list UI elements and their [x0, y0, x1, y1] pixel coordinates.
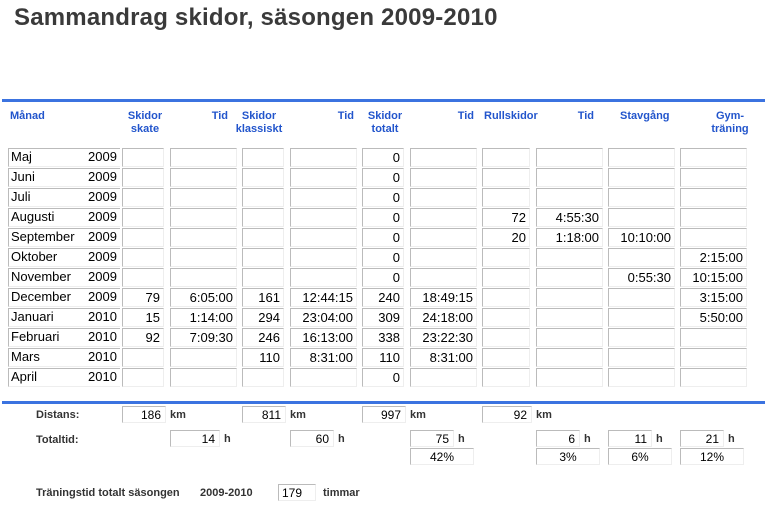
- row-cell-gym[interactable]: [680, 148, 747, 167]
- row-cell-rull-t[interactable]: [536, 148, 603, 167]
- row-cell-rull-t[interactable]: [536, 348, 603, 367]
- header-rule: [2, 99, 765, 102]
- row-cell-skate-t[interactable]: 1:14:00: [170, 308, 237, 327]
- row-cell-gym[interactable]: [680, 328, 747, 347]
- header-tid-rullskidor: Tid: [577, 110, 594, 122]
- totaltid-klassiskt-field[interactable]: 60: [290, 430, 334, 447]
- row-cell-rull-t[interactable]: 4:55:30: [536, 208, 603, 227]
- page-title: Sammandrag skidor, säsongen 2009-2010: [14, 4, 498, 31]
- row-cell-skate-t[interactable]: [170, 208, 237, 227]
- summary-rule: [2, 401, 765, 404]
- row-cell-skate-t[interactable]: [170, 368, 237, 387]
- row-cell-stav[interactable]: [608, 288, 675, 307]
- row-cell-tot-t[interactable]: [410, 168, 477, 187]
- row-cell-tot-t[interactable]: [410, 228, 477, 247]
- row-cell-gym[interactable]: [680, 208, 747, 227]
- row-cell-tot[interactable]: 338: [362, 328, 404, 347]
- row-cell-gym[interactable]: [680, 368, 747, 387]
- header-skate: Skidor skate: [127, 110, 163, 135]
- distans-label: Distans:: [36, 409, 80, 421]
- row-cell-klass-t[interactable]: [290, 148, 357, 167]
- row-cell-tot-t[interactable]: [410, 148, 477, 167]
- totaltid-skate-field[interactable]: 14: [170, 430, 220, 447]
- row-month: April: [11, 369, 38, 384]
- row-cell-tot[interactable]: 0: [362, 188, 404, 207]
- row-month: December: [11, 289, 71, 304]
- row-cell-gym[interactable]: [680, 228, 747, 247]
- row-year: 2010: [88, 369, 117, 384]
- row-cell-rull-t[interactable]: [536, 328, 603, 347]
- footer-season: 2009-2010: [200, 487, 253, 499]
- row-cell-gym[interactable]: 2:15:00: [680, 248, 747, 267]
- row-cell-tot[interactable]: 240: [362, 288, 404, 307]
- header-klassiskt: Skidor klassiskt: [235, 110, 283, 135]
- header-month: Månad: [10, 110, 45, 122]
- row-cell-klass[interactable]: [242, 188, 284, 207]
- row-cell-rull[interactable]: [482, 188, 530, 207]
- row-cell-tot[interactable]: 0: [362, 148, 404, 167]
- h-unit: h: [458, 433, 465, 445]
- row-cell-rull-t[interactable]: [536, 248, 603, 267]
- row-cell-klass-t[interactable]: 8:31:00: [290, 348, 357, 367]
- row-cell-tot[interactable]: 110: [362, 348, 404, 367]
- row-month: November: [11, 269, 71, 284]
- totaltid-label: Totaltid:: [36, 434, 79, 446]
- row-cell-klass-t[interactable]: [290, 168, 357, 187]
- row-cell-gym[interactable]: [680, 188, 747, 207]
- row-cell-rull[interactable]: [482, 168, 530, 187]
- row-cell-skate[interactable]: 79: [122, 288, 164, 307]
- header-rullskidor: Rullskidor: [484, 110, 538, 122]
- distans-klassiskt-field[interactable]: 811: [242, 406, 286, 423]
- row-year: 2010: [88, 309, 117, 324]
- row-month: Juli: [11, 189, 31, 204]
- h-unit: h: [224, 433, 231, 445]
- pct-stavgang-field[interactable]: 6%: [608, 448, 672, 465]
- row-cell-rull[interactable]: [482, 328, 530, 347]
- row-month: Oktober: [11, 249, 58, 264]
- row-cell-stav[interactable]: 10:10:00: [608, 228, 675, 247]
- row-cell-klass-t[interactable]: [290, 188, 357, 207]
- distans-skate-field[interactable]: 186: [122, 406, 166, 423]
- row-cell-stav[interactable]: [608, 188, 675, 207]
- footer-label: Träningstid totalt säsongen: [36, 487, 180, 499]
- row-cell-tot-t[interactable]: 23:22:30: [410, 328, 477, 347]
- row-cell-klass[interactable]: [242, 248, 284, 267]
- row-year: 2009: [88, 229, 117, 244]
- header-gym: Gym- träning: [711, 110, 749, 135]
- row-year: 2009: [88, 249, 117, 264]
- row-year: 2009: [88, 289, 117, 304]
- km-unit: km: [410, 409, 426, 421]
- row-cell-tot-t[interactable]: 18:49:15: [410, 288, 477, 307]
- row-month: Mars: [11, 349, 40, 364]
- row-cell-klass-t[interactable]: 16:13:00: [290, 328, 357, 347]
- row-cell-klass[interactable]: [242, 228, 284, 247]
- header-tid-klassiskt: Tid: [337, 110, 354, 122]
- totaltid-stavgang-field[interactable]: 11: [608, 430, 652, 447]
- row-cell-stav[interactable]: [608, 328, 675, 347]
- row-cell-klass-t[interactable]: [290, 208, 357, 227]
- pct-rullskidor-field[interactable]: 3%: [536, 448, 600, 465]
- row-cell-tot-t[interactable]: [410, 368, 477, 387]
- row-cell-stav[interactable]: [608, 208, 675, 227]
- row-cell-rull-t[interactable]: [536, 288, 603, 307]
- row-cell-gym[interactable]: 3:15:00: [680, 288, 747, 307]
- row-cell-gym[interactable]: [680, 348, 747, 367]
- row-cell-skate-t[interactable]: [170, 348, 237, 367]
- row-cell-tot-t[interactable]: [410, 248, 477, 267]
- row-cell-skate-t[interactable]: [170, 248, 237, 267]
- row-cell-stav[interactable]: [608, 308, 675, 327]
- row-cell-rull[interactable]: [482, 368, 530, 387]
- row-cell-tot[interactable]: 0: [362, 368, 404, 387]
- row-cell-rull[interactable]: [482, 308, 530, 327]
- row-cell-skate[interactable]: [122, 368, 164, 387]
- pct-gym-field[interactable]: 12%: [680, 448, 744, 465]
- row-month: Februari: [11, 329, 60, 344]
- row-cell-rull-t[interactable]: [536, 168, 603, 187]
- row-year: 2010: [88, 349, 117, 364]
- row-cell-tot-t[interactable]: [410, 188, 477, 207]
- row-cell-skate-t[interactable]: 6:05:00: [170, 288, 237, 307]
- distans-rullskidor-field[interactable]: 92: [482, 406, 532, 423]
- h-unit: h: [584, 433, 591, 445]
- row-cell-tot-t[interactable]: 24:18:00: [410, 308, 477, 327]
- row-cell-klass[interactable]: 246: [242, 328, 284, 347]
- row-cell-klass[interactable]: [242, 368, 284, 387]
- row-cell-stav[interactable]: [608, 168, 675, 187]
- row-cell-tot-t[interactable]: [410, 208, 477, 227]
- row-cell-rull[interactable]: 72: [482, 208, 530, 227]
- row-cell-stav[interactable]: [608, 368, 675, 387]
- pct-totalt-field[interactable]: 42%: [410, 448, 474, 465]
- row-cell-stav[interactable]: [608, 148, 675, 167]
- row-cell-tot[interactable]: 0: [362, 228, 404, 247]
- footer-unit: timmar: [323, 487, 360, 499]
- row-month: September: [11, 229, 75, 244]
- row-year: 2009: [88, 169, 117, 184]
- h-unit: h: [728, 433, 735, 445]
- row-cell-skate-t[interactable]: 7:09:30: [170, 328, 237, 347]
- row-cell-skate-t[interactable]: [170, 188, 237, 207]
- row-month: Augusti: [11, 209, 55, 224]
- row-cell-skate[interactable]: [122, 188, 164, 207]
- row-year: 2009: [88, 149, 117, 164]
- row-cell-klass-t[interactable]: [290, 228, 357, 247]
- total-hours-field[interactable]: 179: [278, 484, 316, 501]
- row-cell-klass[interactable]: [242, 208, 284, 227]
- header-totalt: Skidor totalt: [367, 110, 403, 135]
- row-cell-skate[interactable]: [122, 168, 164, 187]
- distans-totalt-field[interactable]: 997: [362, 406, 406, 423]
- km-unit: km: [170, 409, 186, 421]
- row-year: 2009: [88, 209, 117, 224]
- row-cell-klass-t[interactable]: [290, 368, 357, 387]
- row-month: Juni: [11, 169, 35, 184]
- row-cell-skate-t[interactable]: [170, 168, 237, 187]
- row-cell-skate[interactable]: [122, 348, 164, 367]
- row-cell-gym[interactable]: 10:15:00: [680, 268, 747, 287]
- row-cell-rull-t[interactable]: [536, 188, 603, 207]
- header-tid-skate: Tid: [211, 110, 228, 122]
- row-cell-skate-t[interactable]: [170, 268, 237, 287]
- row-cell-klass[interactable]: [242, 168, 284, 187]
- row-cell-skate[interactable]: [122, 148, 164, 167]
- row-cell-rull-t[interactable]: [536, 308, 603, 327]
- row-cell-skate[interactable]: 92: [122, 328, 164, 347]
- row-cell-tot[interactable]: 0: [362, 268, 404, 287]
- row-cell-rull-t[interactable]: [536, 368, 603, 387]
- row-cell-stav[interactable]: 0:55:30: [608, 268, 675, 287]
- row-year: 2009: [88, 269, 117, 284]
- row-cell-skate[interactable]: [122, 228, 164, 247]
- row-cell-rull[interactable]: [482, 268, 530, 287]
- row-month: Maj: [11, 149, 32, 164]
- row-cell-rull-t[interactable]: 1:18:00: [536, 228, 603, 247]
- row-year: 2010: [88, 329, 117, 344]
- row-cell-rull[interactable]: [482, 288, 530, 307]
- header-stavgang: Stavgång: [620, 110, 670, 122]
- row-cell-skate[interactable]: [122, 248, 164, 267]
- row-month: Januari: [11, 309, 54, 324]
- row-cell-tot[interactable]: 0: [362, 168, 404, 187]
- row-cell-stav[interactable]: [608, 248, 675, 267]
- row-cell-tot[interactable]: 0: [362, 248, 404, 267]
- row-cell-klass[interactable]: 294: [242, 308, 284, 327]
- header-tid-totalt: Tid: [457, 110, 474, 122]
- row-cell-gym[interactable]: 5:50:00: [680, 308, 747, 327]
- totaltid-totalt-field[interactable]: 75: [410, 430, 454, 447]
- row-cell-skate[interactable]: [122, 208, 164, 227]
- row-cell-stav[interactable]: [608, 348, 675, 367]
- row-cell-klass-t[interactable]: [290, 248, 357, 267]
- row-cell-klass[interactable]: 161: [242, 288, 284, 307]
- row-cell-klass-t[interactable]: 23:04:00: [290, 308, 357, 327]
- h-unit: h: [656, 433, 663, 445]
- km-unit: km: [536, 409, 552, 421]
- row-cell-tot-t[interactable]: 8:31:00: [410, 348, 477, 367]
- row-cell-rull-t[interactable]: [536, 268, 603, 287]
- row-cell-rull[interactable]: [482, 148, 530, 167]
- row-cell-klass[interactable]: [242, 148, 284, 167]
- row-cell-rull[interactable]: 20: [482, 228, 530, 247]
- row-cell-skate-t[interactable]: [170, 148, 237, 167]
- row-cell-tot-t[interactable]: [410, 268, 477, 287]
- row-year: 2009: [88, 189, 117, 204]
- row-cell-skate[interactable]: [122, 268, 164, 287]
- row-cell-rull[interactable]: [482, 348, 530, 367]
- row-cell-tot[interactable]: 309: [362, 308, 404, 327]
- totaltid-gym-field[interactable]: 21: [680, 430, 724, 447]
- row-cell-klass-t[interactable]: 12:44:15: [290, 288, 357, 307]
- row-cell-skate-t[interactable]: [170, 228, 237, 247]
- row-cell-tot[interactable]: 0: [362, 208, 404, 227]
- row-cell-klass[interactable]: [242, 268, 284, 287]
- h-unit: h: [338, 433, 345, 445]
- km-unit: km: [290, 409, 306, 421]
- row-cell-klass-t[interactable]: [290, 268, 357, 287]
- totaltid-rullskidor-field[interactable]: 6: [536, 430, 580, 447]
- row-cell-klass[interactable]: 110: [242, 348, 284, 367]
- row-cell-gym[interactable]: [680, 168, 747, 187]
- row-cell-skate[interactable]: 15: [122, 308, 164, 327]
- row-cell-rull[interactable]: [482, 248, 530, 267]
